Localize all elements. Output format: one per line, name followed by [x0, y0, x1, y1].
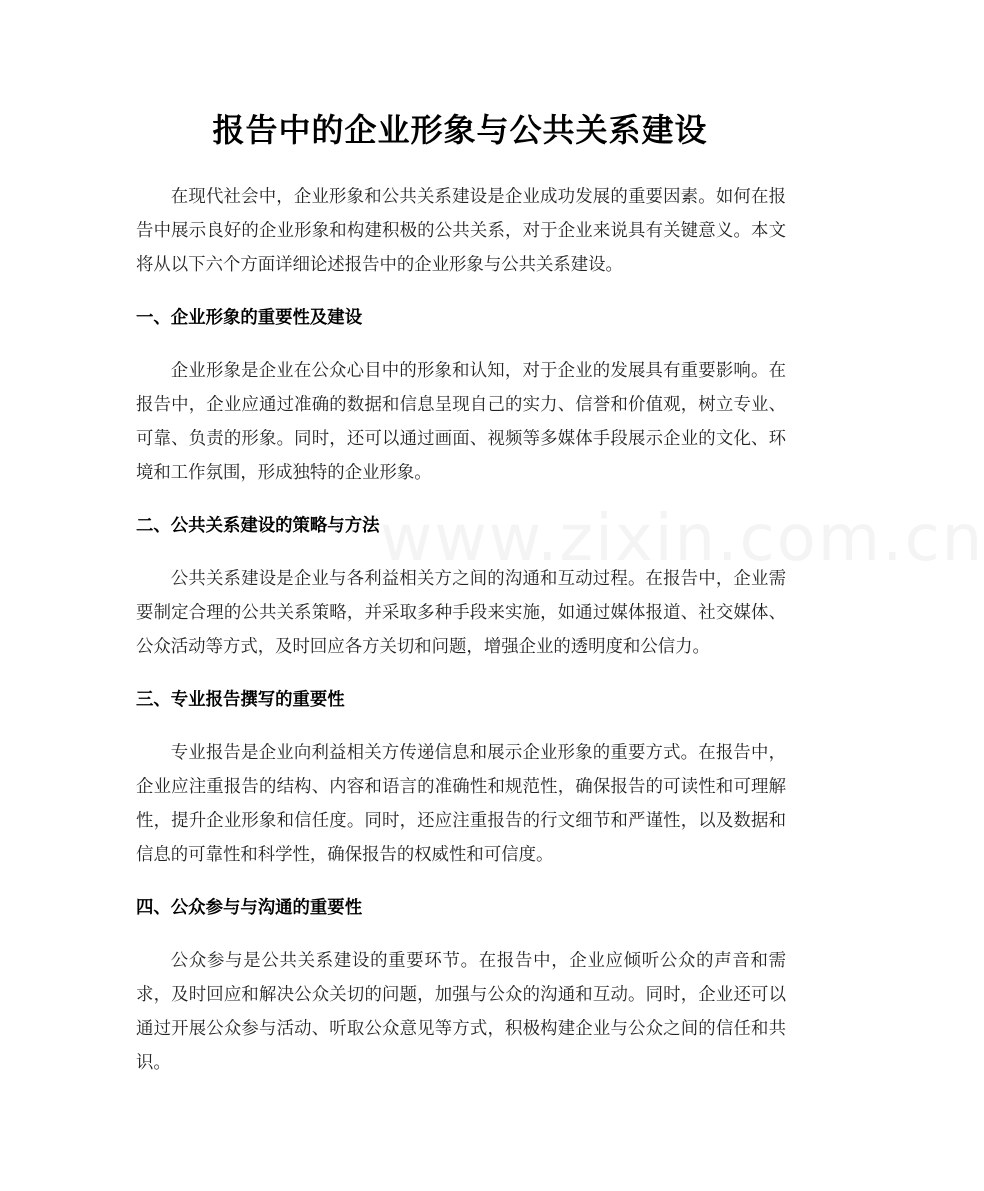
section-body-3: 专业报告是企业向利益相关方传递信息和展示企业形象的重要方式。在报告中，企业应注重报告的结构、内容和语言的准确性和规范性，确保报告的可读性和可理解性，提升企业形象和信任度。同时，还应注重报告的行文细节和严谨性，以及数据和信息的可靠性和科学性，确保报告的权威性和可信度。 — [136, 743, 786, 865]
spacer — [136, 925, 786, 944]
section-heading-3: 三、专业报告撰写的重要性 — [136, 690, 345, 710]
spacer — [136, 335, 786, 354]
section-body-4: 公众参与是公共关系建设的重要环节。在报告中，企业应倾听公众的声音和需求，及时回应和解决公众关切的问题，加强与公众的沟通和互动。同时，企业还可以通过开展公众参与活动、听取公众意见等方式，积极构建企业与公众之间的信任和共识。 — [136, 951, 786, 1073]
intro-paragraph: 在现代社会中，企业形象和公共关系建设是企业成功发展的重要因素。如何在报告中展示良好的企业形象和构建积极的公共关系，对于企业来说具有关键意义。本文将从以下六个方面详细论述报告中的企业形象与公共关系建设。 — [136, 187, 786, 275]
spacer — [136, 872, 786, 891]
document-title: 报告中的企业形象与公共关系建设 — [212, 111, 708, 149]
document-body — [136, 180, 786, 1080]
section-heading-1: 一、企业形象的重要性及建设 — [136, 308, 363, 328]
spacer — [136, 543, 786, 562]
spacer — [136, 717, 786, 736]
section-body-2: 公共关系建设是企业与各利益相关方之间的沟通和互动过程。在报告中，企业需要制定合理的公共关系策略，并采取多种手段来实施，如通过媒体报道、社交媒体、公众活动等方式，及时回应各方关切和问题，增强企业的透明度和公信力。 — [136, 569, 786, 657]
section-body-1: 企业形象是企业在公众心目中的形象和认知，对于企业的发展具有重要影响。在报告中，企业应通过准确的数据和信息呈现自己的实力、信誉和价值观，树立专业、可靠、负责的形象。同时，还可以通过画面、视频等多媒体手段展示企业的文化、环境和工作氛围，形成独特的企业形象。 — [136, 361, 786, 483]
section-heading-4: 四、公众参与与沟通的重要性 — [136, 898, 363, 918]
spacer — [136, 282, 786, 301]
section-heading-2: 二、公共关系建设的策略与方法 — [136, 516, 380, 536]
spacer — [136, 664, 786, 683]
spacer — [136, 490, 786, 509]
watermark: www.zixin.com.cn — [380, 502, 984, 576]
